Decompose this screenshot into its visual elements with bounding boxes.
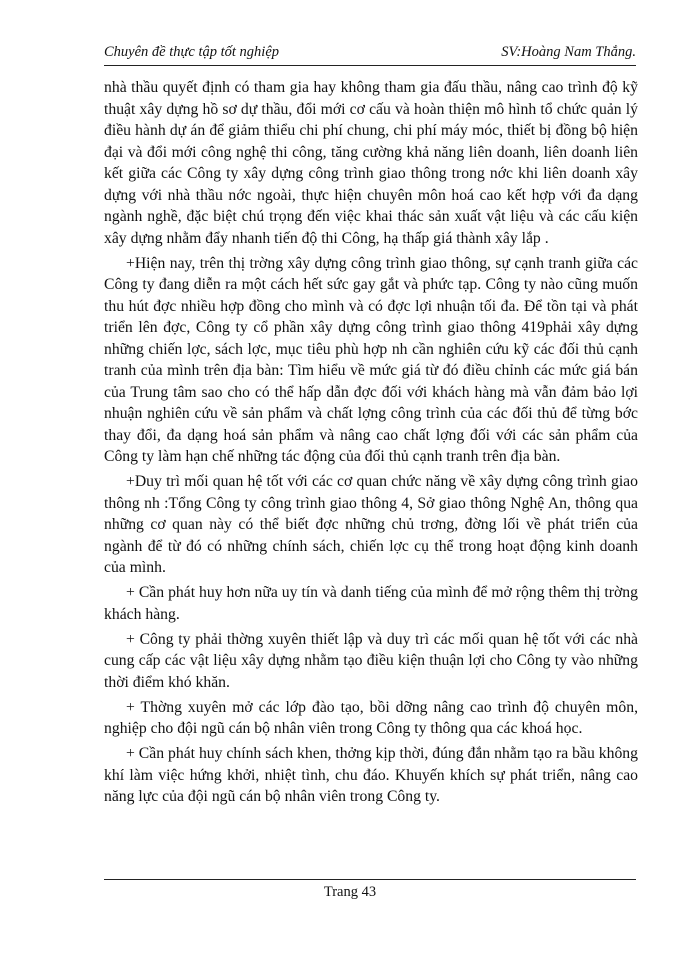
header-title: Chuyên đề thực tập tốt nghiệp [104,44,280,60]
paragraph: +Duy trì mối quan hệ tốt với các cơ quan chức năng về xây dựng công trình giao thông nh :Tổng Công ty công trình giao thông 4, Sở giao thông Nghệ An, thông qua những cơ quan này có thể biết đợc những chủ trơng, đờng lối về phát triển của ngành để từ đó có những chính sách, chiến lợc cụ thể trong hoạt động kinh doanh của mình. [104,473,638,576]
paragraph: + Cần phát huy chính sách khen, thởng kịp thời, đúng đắn nhằm tạo ra bầu không khí làm việc hứng khởi, nhiệt tình, chu đáo. Khuyến khích sự phát triển, nâng cao năng lực của đội ngũ cán bộ nhân viên trong Công ty. [104,745,638,805]
paragraph: nhà thầu quyết định có tham gia hay không tham gia đấu thầu, nâng cao trình độ kỹ thuật xây dựng hồ sơ dự thầu, đổi mới cơ cấu và hoàn thiện mô hình tổ chức quản lý điều hành dự án để giảm thiểu chi phí chung, chi phí máy móc, thiết bị đồng bộ hiện đại và đổi mới công nghệ thi công, tăng cường khả năng liên doanh, liên doanh liên kết giữa các Công ty xây dựng công trình giao thông trong nớc khi liên doanh xây dựng với nhà thầu nớc ngoài, thực hiện chuyên môn hoá cao kết hợp với đa dạng ngành nghề, đặc biệt chú trọng đến việc khai thác sản xuất vật liệu và các cấu kiện xây dựng nhằm đẩy nhanh tiến độ thi Công, hạ thấp giá thành xây lắp . [104,79,638,247]
paragraph: + Thờng xuyên mở các lớp đào tạo, bồi dỡng nâng cao trình độ chuyên môn, nghiệp cho đội ngũ cán bộ nhân viên trong Công ty thông qua các khoá học. [104,698,638,737]
footer-divider [104,879,636,880]
page-number: Trang 43 [323,884,377,900]
page-header [104,44,636,66]
paragraph: +Hiện nay, trên thị trờng xây dựng công trình giao thông, sự cạnh tranh giữa các Công ty đang diễn ra một cách hết sức gay gắt và phức tạp. Công ty nào cũng muốn thu hút đợc nhiều hợp đồng cho mình và có đợc lợi nhuận tối đa. Để tồn tại và phát triển lên đợc, Công ty cổ phần xây dựng công trình giao thông 419phải xây dựng những chiến lợc, sách lợc, mục tiêu phù hợp nh cần nghiên cứu kỹ các đối thủ cạnh tranh của mình trên địa bàn: Tìm hiểu về mức giá từ đó điều chỉnh các mức giá bán của Trung tâm sao cho có thể hấp dẫn đợc đối với khách hàng mà vẫn đảm bảo lợi nhuận nghiên cứu về sản phẩm và chất lợng công trình của các đối thủ để từng bớc thay đổi, đa dạng hoá sản phẩm và nâng cao chất lợng đối với các sản phẩm của Công ty làm hạn chế những tác động của đối thủ cạnh tranh trên địa bàn. [104,254,638,465]
paragraph: + Cần phát huy hơn nữa uy tín và danh tiếng của mình để mở rộng thêm thị trờng khách hàng. [104,584,638,623]
header-author: SV:Hoàng Nam Thắng. [501,44,636,60]
paragraph: + Công ty phải thờng xuyên thiết lập và duy trì các mối quan hệ tốt với các nhà cung cấp các vật liệu xây dựng nhằm tạo điều kiện thuận lợi cho Công ty vào những thời điểm khó khăn. [104,630,638,691]
body-text [104,77,638,811]
